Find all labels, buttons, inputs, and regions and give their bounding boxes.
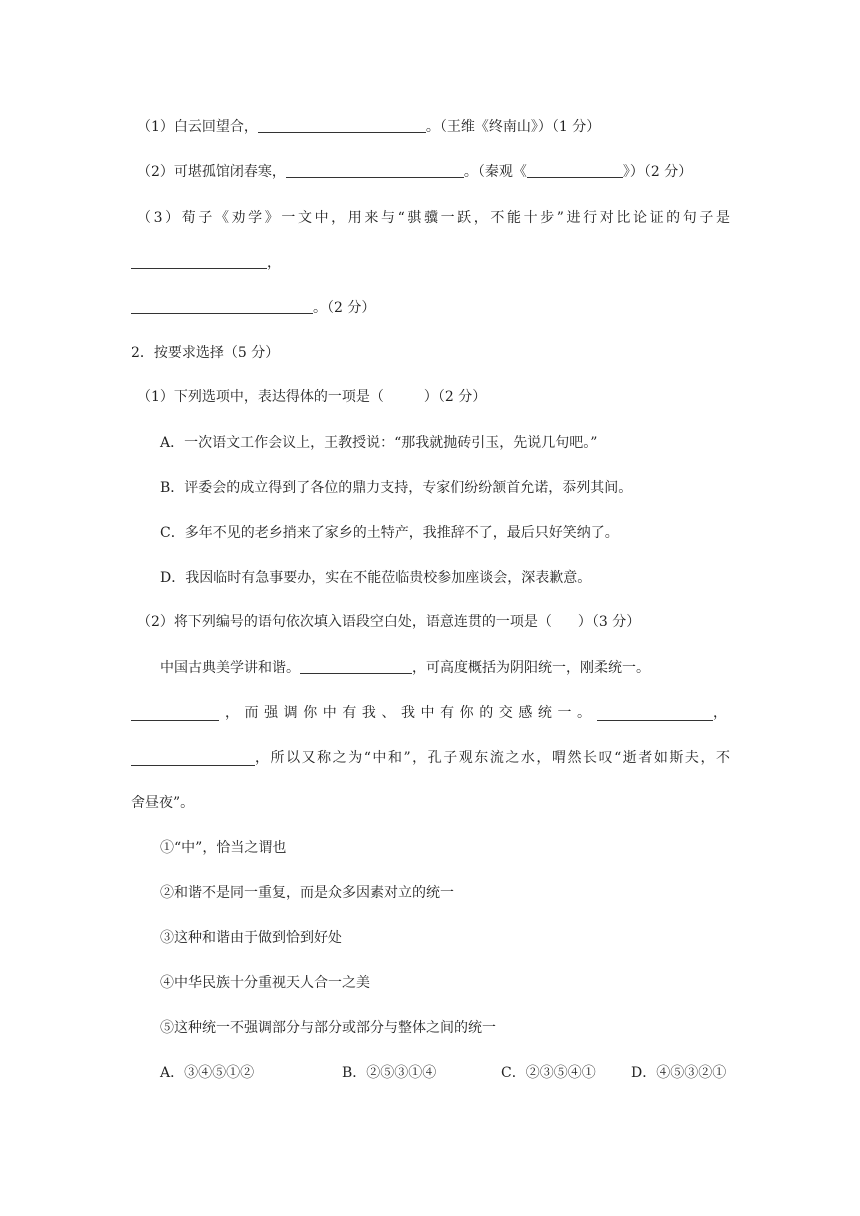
q2-sub2-stem-b: ）（3 分） [577, 614, 641, 630]
q1-item-3-end: 。（2 分） [313, 300, 376, 316]
q2-sub2-para2-a: ，而强调你中有我、我中有你的交感统一。 [225, 705, 591, 721]
q1-item-2-text-b: 。（秦观《 [463, 164, 527, 180]
q2-heading: 2．按要求选择（5 分） [131, 345, 280, 361]
q2-sub2-para-line-1 [160, 658, 650, 678]
q2-sub2-choice-d: D．④⑤③②① [631, 1065, 727, 1081]
q1-item-2 [137, 162, 692, 182]
q2-sub2-blank-1 [300, 659, 412, 674]
q1-item-1-text-a: 白云回望合， [173, 119, 258, 135]
q1-item-3-number: （3） [137, 210, 182, 226]
q2-sub2-para-line-2 [131, 703, 727, 723]
q2-sub1-option-d: D．我因临时有急事要办，实在不能莅临贵校参加座谈会，深表歉意。 [160, 570, 592, 586]
q1-item-2-text-a: 可堪孤馆闭春寒， [173, 164, 286, 180]
q2-sub2-choice-c: C．②③⑤④① [501, 1065, 596, 1081]
q2-sub2-para2-b: ， [713, 705, 727, 721]
q2-sub1-option-b: B．评委会的成立得到了各位的鼎力支持，专家们纷纷颔首允诺，忝列其间。 [160, 480, 633, 496]
q1-item-2-blank-2 [527, 163, 623, 178]
q2-sub2-sentence-5: ⑤这种统一不强调部分与部分或部分与整体之间的统一 [160, 1020, 496, 1036]
q2-sub2-para-line-4: 舍昼夜”。 [131, 795, 195, 811]
q2-sub2-stem-a: （2）将下列编号的语句依次填入语段空白处，语意连贯的一项是（ [137, 614, 552, 630]
q2-sub2-sentence-3: ③这种和谐由于做到恰到好处 [160, 930, 342, 946]
q2-sub1-stem-b: ）（2 分） [423, 389, 487, 405]
q1-item-3-line-3 [131, 298, 375, 318]
q2-sub1-option-c: C．多年不见的老乡捎来了家乡的土特产，我推辞不了，最后只好笑纳了。 [160, 525, 619, 541]
q1-item-3-line-2 [131, 253, 281, 273]
q2-sub2-para1-a: 中国古典美学讲和谐。 [160, 660, 300, 676]
q2-sub2-blank-2 [131, 706, 219, 721]
q2-sub1-stem [137, 387, 486, 407]
q2-sub2-blank-4 [131, 751, 255, 766]
q1-item-1-number: （1） [137, 119, 174, 135]
q2-sub1-stem-a: （1）下列选项中，表达得体的一项是（ [137, 389, 384, 405]
q2-sub2-para3-a: ，所以又称之为“中和”，孔子观东流之水，喟然长叹“逝者如斯夫，不 [255, 750, 730, 766]
q2-sub2-para1-b: ，可高度概括为阴阳统一，刚柔统一。 [412, 660, 650, 676]
q1-item-3 [137, 208, 730, 228]
q2-sub2-stem [137, 612, 640, 632]
q2-sub2-blank-3 [597, 706, 713, 721]
q2-sub2-choice-b: B．②⑤③①④ [342, 1065, 437, 1081]
q1-item-3-blank-2 [131, 299, 313, 314]
q1-item-1-text-b: 。（王维《终南山》）（1 分） [425, 119, 601, 135]
q2-sub2-choice-a: A．③④⑤①② [160, 1065, 255, 1081]
q1-item-3-text: 荀子《劝学》一文中，用来与“骐骥一跃，不能十步”进行对比论证的句子是 [181, 210, 730, 226]
q1-item-3-blank-1 [131, 254, 267, 269]
q2-sub2-sentence-2: ②和谐不是同一重复，而是众多因素对立的统一 [160, 885, 454, 901]
q1-item-1-blank [258, 118, 426, 133]
q2-sub2-para-line-3 [131, 748, 730, 768]
q2-sub1-option-a: A．一次语文工作会议上，王教授说：“那我就抛砖引玉，先说几句吧。” [160, 435, 598, 451]
q2-sub2-sentence-4: ④中华民族十分重视天人合一之美 [160, 975, 370, 991]
q2-sub2-sentence-1: ①“中”，恰当之谓也 [160, 840, 287, 856]
q1-item-3-comma: ， [267, 255, 281, 271]
q1-item-1 [137, 117, 600, 137]
q1-item-2-number: （2） [137, 164, 174, 180]
q1-item-2-text-c: 》）（2 分） [622, 164, 693, 180]
q1-item-2-blank-1 [286, 163, 464, 178]
